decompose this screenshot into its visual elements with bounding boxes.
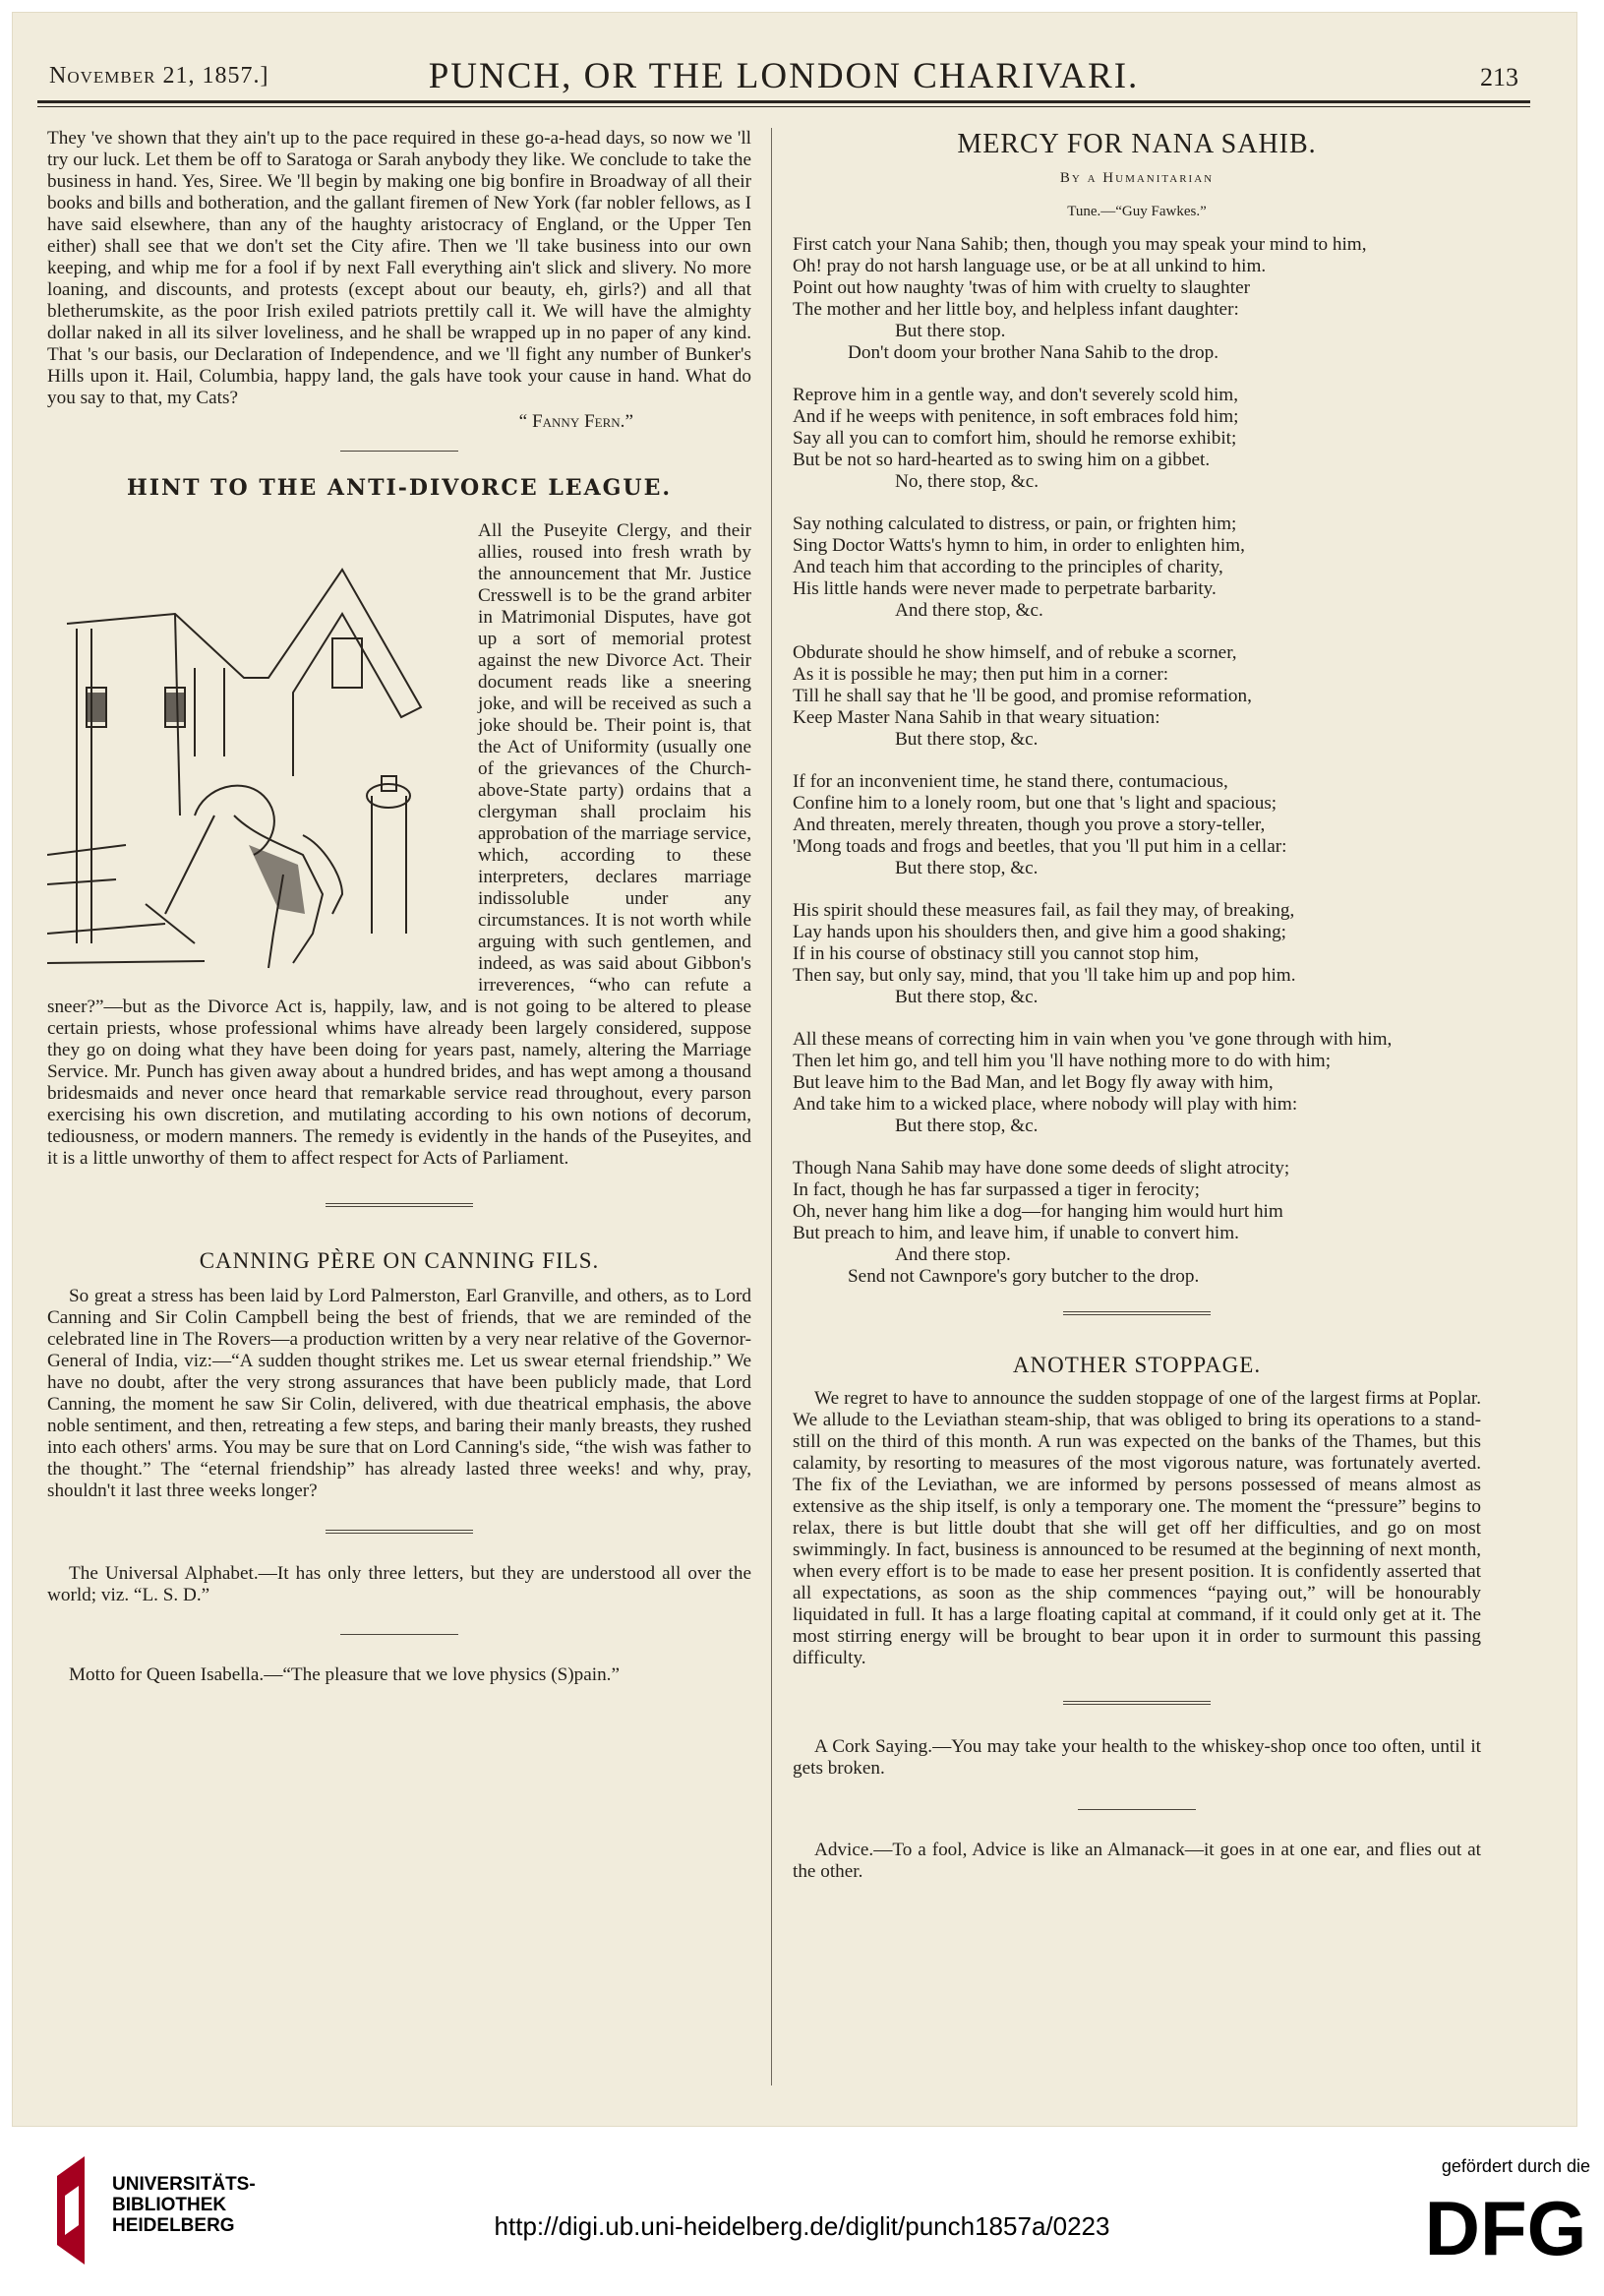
poem-refrain: No, there stop, &c. (895, 471, 1040, 492)
poem-line: But preach to him, and leave him, if unable to convert him. (793, 1223, 1239, 1243)
poem-stanza (793, 900, 1481, 1008)
poem-line: The mother and her little boy, and helpless infant daughter: (793, 299, 1239, 320)
poem-refrain: And there stop, &c. (895, 600, 1043, 621)
cork-saying-paragraph: A Cork Saying.—You may take your health to the whiskey-shop once too often, until it gets broken. (793, 1736, 1481, 1779)
poem-refrain: Don't doom your brother Nana Sahib to the drop. (848, 342, 1219, 363)
universal-alphabet-paragraph: The Universal Alphabet.—It has only three letters, but they are understood all over the world; viz. “L. S. D.” (47, 1563, 751, 1605)
section-separator (326, 1203, 473, 1207)
advice-paragraph: Advice.—To a fool, Advice is like an Almanack—it goes in at one ear, and flies out at the other. (793, 1840, 1481, 1882)
letter-signature: “ Fanny Fern.” (518, 411, 633, 432)
poem-line: Till he shall say that he 'll be good, and promise reformation, (793, 686, 1252, 706)
poem-line: Though Nana Sahib may have done some deeds of slight atrocity; (793, 1158, 1290, 1178)
poem-line: And take him to a wicked place, where nobody will play with him: (793, 1094, 1298, 1115)
header-rule (37, 100, 1530, 103)
poem-line: All these means of correcting him in vain when you 've gone through with him, (793, 1029, 1393, 1050)
poem-stanza (793, 1029, 1481, 1137)
poem-refrain: But there stop, &c. (895, 729, 1039, 750)
poem-line: And threaten, merely threaten, though you prove a story-teller, (793, 815, 1266, 835)
poem-line: First catch your Nana Sahib; then, though you may speak your mind to him, (793, 234, 1367, 255)
poem-line: And teach him that according to the principles of charity, (793, 557, 1223, 577)
poem-line: Obdurate should he show himself, and of rebuke a scorner, (793, 642, 1237, 663)
poem-refrain: But there stop, &c. (895, 1116, 1039, 1136)
library-line: HEIDELBERG (112, 2215, 235, 2236)
running-head (37, 51, 1530, 94)
poem-stanzas (793, 234, 1481, 1288)
poem-line: Oh! pray do not harsh language use, or be at all unkind to him. (793, 256, 1267, 276)
cartoon-drawing (47, 520, 462, 988)
poem-line: Confine him to a lonely room, but one that 's light and spacious; (793, 793, 1277, 814)
poem-refrain: But there stop, &c. (895, 858, 1039, 878)
poem-refrain: And there stop. (895, 1244, 1011, 1265)
stoppage-body: We regret to have to announce the sudden stoppage of one of the largest firms at Poplar. We allude to the Leviathan steam-ship, that was obliged to bring its operations to a stand-still on the third of this month. A run was expected on the banks of the Thames, but this calamity, by resorting to measures of the most vigorous nature, was fortunately averted. The fix of the Leviathan, we are informed by persons possessed of means almost as extensive as the ship itself, is only a temporary one. The moment the “pressure” begins to relax, there is but little doubt that she will get off her difficulties, and go on most swimmingly. In fact, business is announced to be resumed at the beginning of next month, when every effort is to be made to ease her present position. It is confidently asserted that all expectations, as soon as the ship commences “paying out,” will be honourably liquidated in full. It has a large floating capital at command, if it could only get at it. The most stirring energy will be brought to bear upon it in order to surmount this passing difficulty. (793, 1388, 1481, 1668)
library-line: UNIVERSITÄTS- (112, 2174, 256, 2195)
mercy-heading: MERCY FOR NANA SAHIB. (957, 129, 1317, 159)
section-separator (1063, 1701, 1211, 1705)
poem-line: Lay hands upon his shoulders then, and give him a good shaking; (793, 922, 1287, 942)
section-separator (340, 451, 458, 452)
canning-body: So great a stress has been laid by Lord Palmerston, Earl Granville, and others, as to Lord Canning and Sir Colin Campbell being the best of friends, that we are reminded of the celebrated line in The Rovers—a production written by a very near relative of the Governor-General of India, viz:—“A sudden thought strikes me. Let us swear eternal friendship.” We have no doubt, after the very strong assurances that have been publicly made, that Lord Canning, the moment he saw Sir Colin, delivered, with due theatrical emphasis, the above noble sentiment, and then, retreating a few steps, and baring their manly breasts, they rushed into each others' arms. You may be sure that on Lord Canning's side, “the wish was father to the thought.” The “eternal friendship” has already lasted three weeks! and why, pray, shouldn't it last three weeks longer? (47, 1286, 751, 1501)
mercy-byline: By a Humanitarian (1059, 170, 1215, 186)
stoppage-heading: ANOTHER STOPPAGE. (1012, 1353, 1262, 1377)
canning-heading: CANNING PÈRE ON CANNING FILS. (199, 1248, 600, 1273)
poem-line: But be not so hard-hearted as to swing him on a gibbet. (793, 450, 1211, 470)
digitization-footer (0, 2127, 1604, 2296)
poem-stanza (793, 234, 1481, 364)
poem-refrain: Send not Cawnpore's gory butcher to the drop. (848, 1266, 1200, 1287)
poem-line: Sing Doctor Watts's hymn to him, in order to enlighten him, (793, 535, 1245, 556)
poem-line: In fact, though he has far surpassed a tiger in ferocity; (793, 1179, 1200, 1200)
section-separator (326, 1530, 473, 1534)
poem-line: Reprove him in a gentle way, and don't severely scold him, (793, 385, 1239, 405)
section-separator (1078, 1809, 1196, 1810)
poem-stanza (793, 771, 1481, 879)
poem-line: Then let him go, and tell him you 'll have nothing more to do with him; (793, 1051, 1332, 1071)
poem-line: As it is possible he may; then put him in a corner: (793, 664, 1169, 685)
poem-line: If in his course of obstinacy still you cannot stop him, (793, 943, 1200, 964)
mercy-tune: Tune.—“Guy Fawkes.” (1067, 204, 1207, 219)
poem-refrain: But there stop. (895, 321, 1006, 341)
permalink-url[interactable]: http://digi.ub.uni-heidelberg.de/diglit/punch1857a/0223 (494, 2211, 1110, 2241)
page-number: 213 (1480, 63, 1518, 91)
column-divider (771, 128, 772, 2085)
left-column (47, 128, 751, 1686)
poem-line: But leave him to the Bad Man, and let Bogy fly away with him, (793, 1072, 1274, 1093)
publication-title: PUNCH, OR THE LONDON CHARIVARI. (428, 56, 1140, 96)
scanned-page (12, 12, 1577, 2127)
cartoon-illustration (47, 520, 462, 988)
poem-line: Keep Master Nana Sahib in that weary situation: (793, 707, 1160, 728)
hint-body: All the Puseyite Clergy, and their allies, roused into fresh wrath by the announcement that Mr. Justice Cresswell is to be the grand arbiter in Matrimonial Disputes, have got up a sort of memorial protest against the new Divorce Act. Their document reads like a sneering joke, and will be received as such a joke should be. Their point is, that the Act of Uniformity (usually one of the grievances of the Church-above-State party) ordains that a clergyman shall proclaim his approbation of the marriage service, which, according to these interpreters, declares marriage indissoluble under any circumstances. It is not worth while arguing with such gentlemen, and indeed, as was said about Gibbon's irreverences, “who can refute a sneer?”—but as the Divorce Act is, happily, law, and is not going to be altered to please certain priests, whose professional whims have already been largely considered, suppose they go on doing what they have been doing for years past, namely, altering the Marriage Service. Mr. Punch has given away about a hundred brides, and has wept among a thousand bridesmaids and never once heard that remarkable service read throughout, every parson exercising his own discretion, and mutilating according to his own notions of decorum, tediousness, or modern manners. The remedy is evidently in the hands of the Puseyites, and it is a little unworthy of them to affect respect for Acts of Parliament. (47, 520, 751, 1169)
hint-heading: HINT TO THE ANTI-DIVORCE LEAGUE. (126, 475, 673, 501)
poem-line: If for an inconvenient time, he stand there, contumacious, (793, 771, 1228, 792)
poem-line: Say nothing calculated to distress, or pain, or frighten him; (793, 514, 1237, 534)
dfg-logo (1423, 2188, 1588, 2266)
right-column (793, 128, 1481, 1883)
library-line: BIBLIOTHEK (112, 2195, 227, 2215)
poem-line: Then say, but only say, mind, that you 'll take him up and pop him. (793, 965, 1296, 986)
poem-line: And if he weeps with penitence, in soft embraces fold him; (793, 406, 1239, 427)
section-separator (1063, 1311, 1211, 1315)
section-separator (340, 1634, 458, 1635)
motto-paragraph: Motto for Queen Isabella.—“The pleasure that we love physics (S)pain.” (69, 1664, 620, 1685)
poem-stanza (793, 1158, 1481, 1288)
poem-line: 'Mong toads and frogs and beetles, that you 'll put him in a cellar: (793, 836, 1287, 857)
poem-stanza (793, 514, 1481, 622)
poem-line: Point out how naughty 'twas of him with cruelty to slaughter (793, 277, 1250, 298)
poem-line: Oh, never hang him like a dog—for hanging him would hurt him (793, 1201, 1283, 1222)
poem-stanza (793, 385, 1481, 493)
header-rule-thin (37, 106, 1530, 107)
poem-line: His spirit should these measures fail, as fail they may, of breaking, (793, 900, 1295, 921)
poem-stanza (793, 642, 1481, 751)
fanny-fern-letter: They 've shown that they ain't up to the pace required in these go-a-head days, so now we 'll try our luck. Let them be off to Saratoga or Sarah anybody they like. We conclude to take the business in hand. Yes, Siree. We 'll begin by making one big bonfire in Broadway of all their books and bills and botheration, and the gallant firemen of New York (far nobler fellows, as I have said elsewhere, than any of the haughty aristocracy of England, or the Upper Ten either) shall see that we don't set the City afire. Then we 'll take business into our own keeping, and whip me for a fool if by next Fall everything ain't slick and slivery. No more loaning, and discounts, and protests (except about our beauty, eh, girls?) and all that bletherumskite, as the poor Irish exiled patriots prettily call it. We will have the almighty dollar naked in all its silver loveliness, and he shall be wrapped up in no paper of any kind. That 's our basis, our Declaration of Independence, and we 'll fight any number of Bunker's Hills upon it. Hail, Columbia, happy land, the gals have took your cause in hand. What do you say to that, my Cats? (47, 128, 751, 408)
poem-line: His little hands were never made to perpetrate barbarity. (793, 578, 1217, 599)
issue-date: November 21, 1857.] (49, 63, 269, 89)
dfg-logo-text: DFG (1424, 2188, 1587, 2266)
poem-line: Say all you can to comfort him, should he remorse exhibit; (793, 428, 1237, 449)
sponsor-label: gefördert durch die (1441, 2156, 1590, 2176)
poem-refrain: But there stop, &c. (895, 987, 1039, 1007)
